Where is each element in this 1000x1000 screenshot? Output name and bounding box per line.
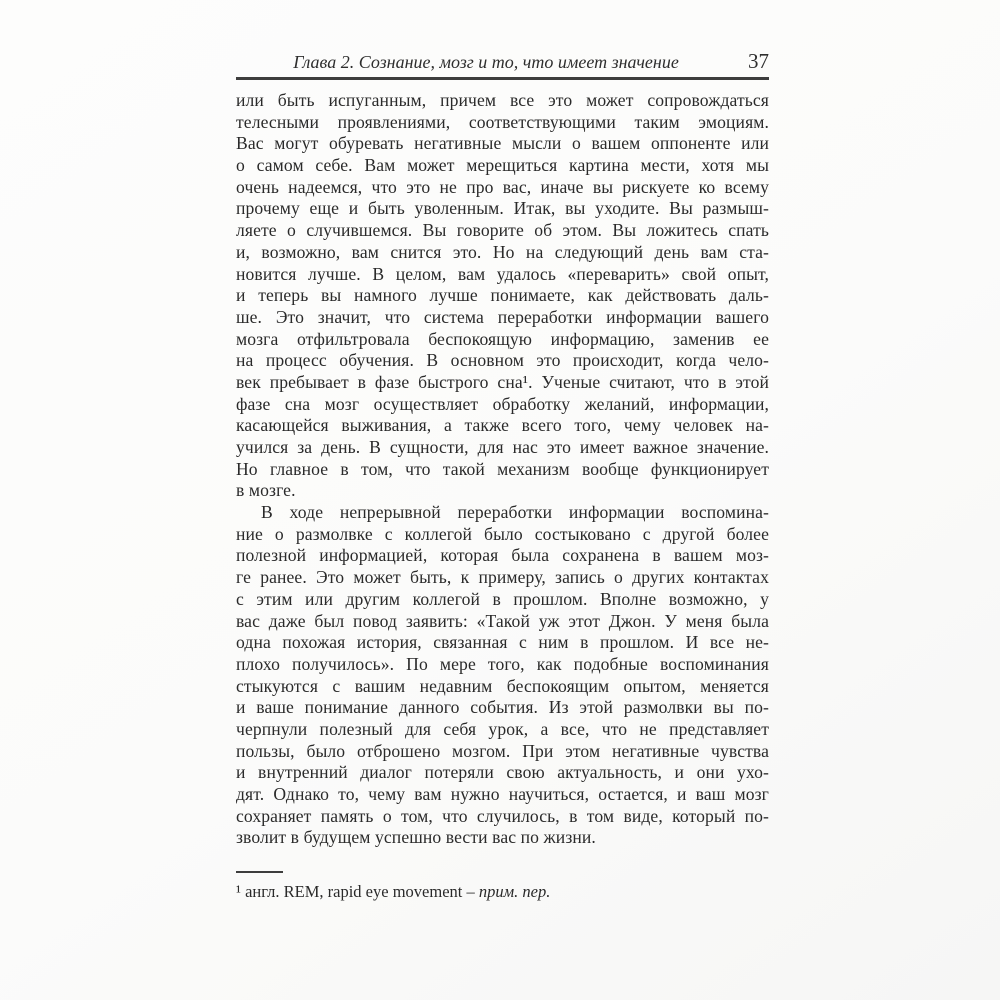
text-line: прочему еще и быть уволенным. Итак, вы уходите. Вы размыш- bbox=[236, 198, 769, 219]
body-text bbox=[236, 90, 769, 849]
text-line: полезной информацией, которая была сохранена в вашем моз- bbox=[236, 545, 769, 566]
paragraph-1 bbox=[236, 90, 769, 502]
text-line: ляете о случившемся. Вы говорите об этом. Вы ложитесь спать bbox=[236, 220, 769, 241]
text-line: плохо получилось». По мере того, как подобные воспоминания bbox=[236, 653, 769, 674]
text-line: зволит в будущем успешно вести вас по жизни. bbox=[236, 827, 596, 848]
page-number: 37 bbox=[748, 49, 769, 73]
text-line: и внутренний диалог потеряли свою актуальность, и они ухо- bbox=[236, 762, 769, 783]
text-line: ге ранее. Это может быть, к примеру, запись о других контактах bbox=[236, 567, 769, 588]
text-line: Вас могут обуревать негативные мысли о вашем оппоненте или bbox=[236, 133, 769, 154]
footnote-text: англ. REM, rapid eye movement – bbox=[240, 882, 479, 901]
footnote-marker: ¹ bbox=[236, 882, 241, 901]
text-line-with-footnote-ref: век пребывает в фазе быстрого сна¹. Ученые считают, что в этой bbox=[236, 371, 769, 392]
text-line: В ходе непрерывной переработки информации воспомина- bbox=[261, 502, 769, 523]
text-line: с этим или другим коллегой в прошлом. Вполне возможно, у bbox=[236, 588, 769, 609]
header-rule bbox=[236, 77, 769, 80]
text-line: касающейся выживания, а также всего того, чему человек на- bbox=[236, 415, 769, 436]
text-line: на процесс обучения. В основном это происходит, когда чело- bbox=[236, 350, 769, 371]
text-line: учился за день. В сущности, для нас это имеет важное значение. bbox=[236, 437, 769, 457]
footnote-translator-note: прим. пер. bbox=[478, 882, 551, 901]
text-line: ше. Это значит, что система переработки информации вашего bbox=[236, 306, 769, 327]
text-line: вас даже был повод заявить: «Такой уж этот Джон. У меня была bbox=[236, 610, 769, 631]
chapter-title: Глава 2. Сознание, мозг и то, что имеет значение bbox=[293, 52, 679, 72]
text-line: фазе сна мозг осуществляет обработку желаний, информации, bbox=[236, 393, 769, 414]
footnote bbox=[236, 881, 769, 902]
paragraph-2 bbox=[236, 502, 769, 849]
text-line: стыкуются с вашим недавним беспокоящим опытом, меняется bbox=[236, 675, 769, 696]
text-line: и ваше понимание данного события. Из этой размолвки вы по- bbox=[236, 697, 769, 718]
text-line: или быть испуганным, причем все это может сопровождаться bbox=[236, 90, 769, 110]
text-line: одна похожая история, связанная с ним в прошлом. И все не- bbox=[236, 632, 769, 653]
text-line: о самом себе. Вам может мерещиться картина мести, хотя мы bbox=[236, 155, 769, 176]
running-header bbox=[236, 50, 769, 73]
text-line: пользы, было отброшено мозгом. При этом негативные чувства bbox=[236, 740, 769, 761]
text-line: и теперь вы намного лучше понимаете, как действовать даль- bbox=[236, 285, 769, 306]
text-line: мозга отфильтровала беспокоящую информацию, заменив ее bbox=[236, 328, 769, 349]
text-line: черпнули полезный для себя урок, а все, что не представляет bbox=[236, 718, 769, 739]
text-line: дят. Однако то, чему вам нужно научиться, остается, и ваш мозг bbox=[236, 784, 769, 804]
text-line: телесными проявлениями, соответствующими таким эмоциям. bbox=[236, 111, 769, 132]
text-line: ние о размолвке с коллегой было состыковано с другой более bbox=[236, 523, 769, 544]
text-line: новится лучше. В целом, вам удалось «переварить» свой опыт, bbox=[236, 263, 769, 284]
text-line: очень надеемся, что это не про вас, иначе вы рискуете ко всему bbox=[236, 176, 769, 197]
text-line: в мозге. bbox=[236, 480, 296, 501]
text-line: Но главное в том, что такой механизм вообще функционирует bbox=[236, 458, 769, 479]
text-line: и, возможно, вам снится это. Но на следующий день вам ста- bbox=[236, 241, 769, 262]
footnote-rule bbox=[236, 871, 283, 873]
text-line: сохраняет память о том, что случилось, в том виде, который по- bbox=[236, 805, 769, 826]
